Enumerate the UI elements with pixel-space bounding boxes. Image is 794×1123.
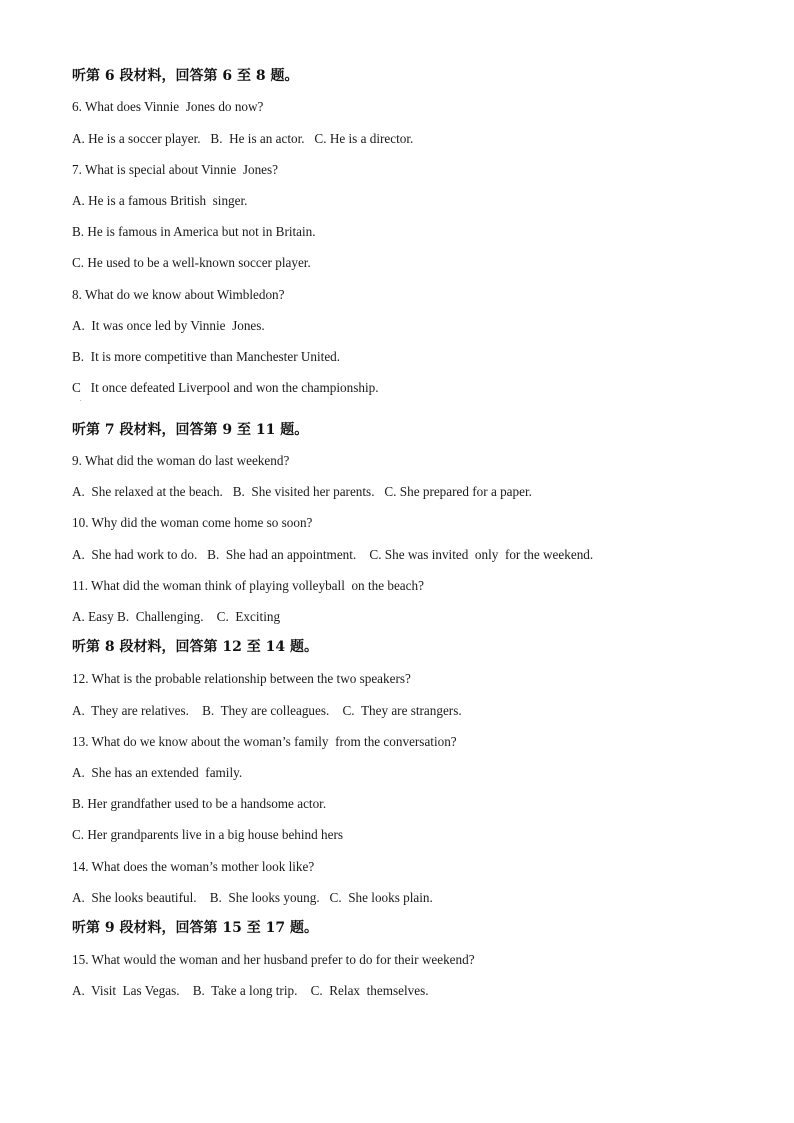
- answer-options: A. She looks beautiful. B. She looks young. C. She looks plain.: [72, 890, 433, 905]
- answer-options: A. She relaxed at the beach. B. She visited her parents. C. She prepared for a paper.: [72, 484, 532, 499]
- answer-option: A. He is a famous British singer.: [72, 193, 248, 208]
- section-heading: 听第 7 段材料，回答第 9 至 11 题。: [72, 422, 309, 438]
- answer-options: A. She had work to do. B. She had an appointment. C. She was invited only for the weekend.: [72, 547, 594, 562]
- answer-option: C. He used to be a well-known soccer player.: [72, 255, 311, 270]
- answer-options: A. They are relatives. B. They are colleagues. C. They are strangers.: [72, 703, 462, 718]
- question: 8. What do we know about Wimbledon?: [72, 287, 285, 302]
- answer-option: C. Her grandparents live in a big house behind hers: [72, 827, 344, 842]
- question: 12. What is the probable relationship between the two speakers?: [72, 671, 411, 686]
- section-heading: 听第 8 段材料，回答第 12 至 14 题。: [72, 639, 318, 655]
- answer-option: A. It was once led by Vinnie Jones.: [72, 318, 265, 333]
- question: 9. What did the woman do last weekend?: [72, 453, 290, 468]
- answer-options: A. Visit Las Vegas. B. Take a long trip. C. Relax themselves.: [72, 983, 429, 998]
- answer-option: B. It is more competitive than Manchester United.: [72, 349, 341, 364]
- answer-options: A. Easy B. Challenging. C. Exciting: [72, 609, 281, 624]
- question: 6. What does Vinnie Jones do now?: [72, 99, 264, 114]
- question: 14. What does the woman’s mother look like?: [72, 859, 315, 874]
- question: 15. What would the woman and her husband prefer to do for their weekend?: [72, 952, 475, 967]
- stray-mark: .: [80, 397, 82, 403]
- answer-option: A. She has an extended family.: [72, 765, 243, 780]
- answer-option: B. Her grandfather used to be a handsome actor.: [72, 796, 327, 811]
- answer-options: A. He is a soccer player. B. He is an actor. C. He is a director.: [72, 131, 414, 146]
- answer-option: B. He is famous in America but not in Britain.: [72, 224, 316, 239]
- question: 7. What is special about Vinnie Jones?: [72, 162, 279, 177]
- question: 13. What do we know about the woman’s family from the conversation?: [72, 734, 457, 749]
- section-heading: 听第 6 段材料，回答第 6 至 8 题。: [72, 68, 299, 84]
- question: 10. Why did the woman come home so soon?: [72, 515, 313, 530]
- section-heading: 听第 9 段材料，回答第 15 至 17 题。: [72, 920, 318, 936]
- question: 11. What did the woman think of playing volleyball on the beach?: [72, 578, 424, 593]
- answer-option: C It once defeated Liverpool and won the championship.: [72, 380, 379, 395]
